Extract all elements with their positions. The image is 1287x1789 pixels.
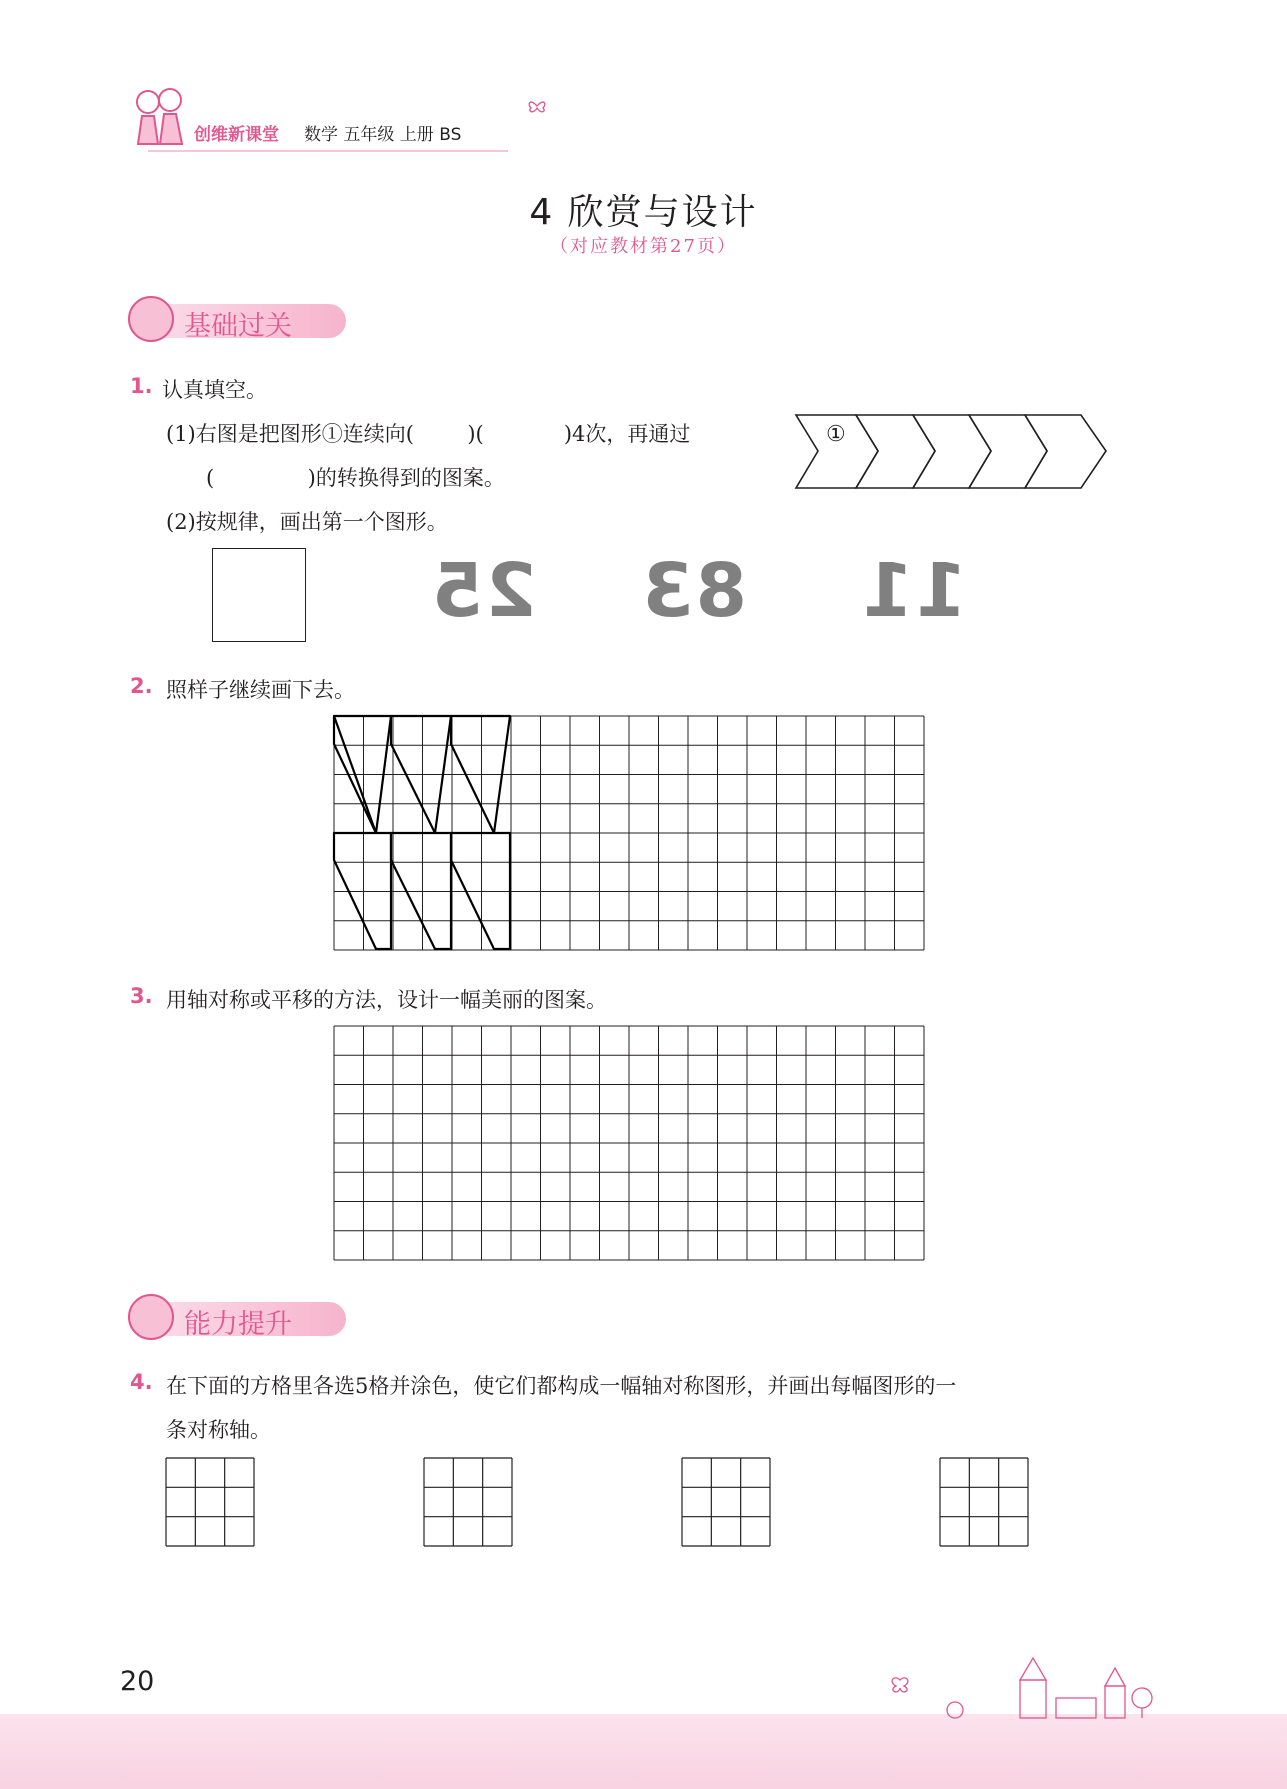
small-grid-4[interactable] <box>938 1456 1030 1552</box>
question-text-line2: 条对称轴。 <box>166 1418 271 1442</box>
q1-part2: (2)按规律，画出第一个图形。 <box>166 510 448 534</box>
q1-part1-line1: (1)右图是把图形①连续向( )( )4次，再通过 <box>166 422 691 446</box>
butterfly-icon <box>526 96 548 116</box>
q3-design-grid[interactable] <box>332 1024 926 1264</box>
section-banner-advanced <box>128 1292 358 1346</box>
question-number: 1. <box>130 374 153 398</box>
page-number: 20 <box>120 1666 155 1697</box>
question-number: 4. <box>130 1370 153 1394</box>
subject-info: 数学 五年级 上册 BS <box>304 125 462 145</box>
answer-box[interactable] <box>212 548 306 642</box>
circled-one-label: ① <box>826 422 846 447</box>
pattern-item: 11 <box>860 548 967 634</box>
castle-illustration-icon <box>880 1650 1180 1720</box>
footer-band <box>0 1714 1287 1789</box>
girl-icon <box>128 296 174 342</box>
question-text: 认真填空。 <box>162 378 267 402</box>
section-title: 基础过关 <box>184 311 292 342</box>
question-text: 照样子继续画下去。 <box>166 678 355 702</box>
girl-icon <box>128 1294 174 1340</box>
pattern-item: 83 <box>640 548 747 634</box>
question-number: 3. <box>130 984 153 1008</box>
lesson-title: 4 欣赏与设计 <box>529 192 758 233</box>
brand-name: 创维新课堂 <box>194 125 279 145</box>
pattern-item: 25 <box>430 548 537 634</box>
q1-part1-line2: ( )的转换得到的图案。 <box>206 466 505 490</box>
page-header <box>128 84 508 154</box>
question-text: 用轴对称或平移的方法，设计一幅美丽的图案。 <box>166 988 607 1012</box>
small-grid-1[interactable] <box>164 1456 256 1552</box>
header-divider <box>148 150 508 152</box>
textbook-reference: （对应教材第27页） <box>550 236 737 257</box>
section-banner-basic <box>128 294 358 348</box>
q2-drawing-grid[interactable] <box>332 714 926 954</box>
section-title: 能力提升 <box>184 1309 292 1340</box>
cartoon-kids-icon <box>128 84 192 154</box>
question-number: 2. <box>130 674 153 698</box>
small-grid-2[interactable] <box>422 1456 514 1552</box>
question-text-line1: 在下面的方格里各选5格并涂色，使它们都构成一幅轴对称图形，并画出每幅图形的一 <box>166 1374 957 1398</box>
small-grid-3[interactable] <box>680 1456 772 1552</box>
